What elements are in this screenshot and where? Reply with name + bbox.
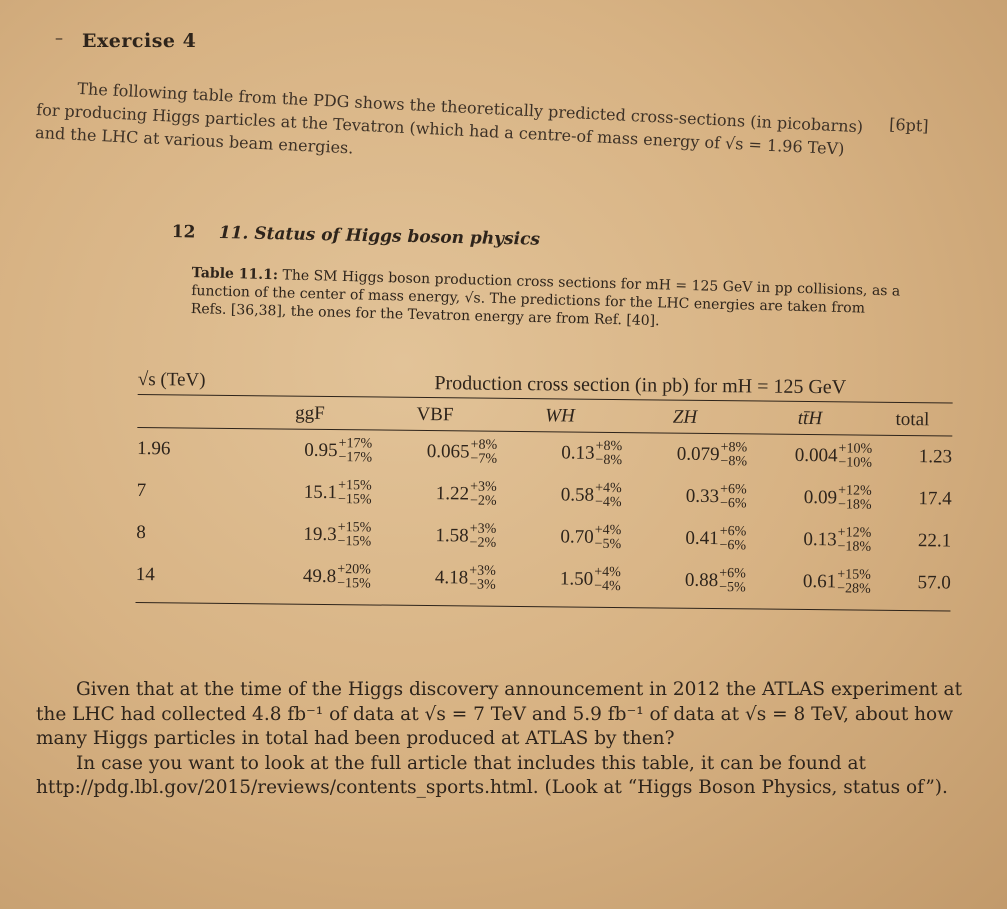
cross-section-value: 15.1 [303, 481, 338, 504]
cross-section-cell [746, 567, 871, 596]
cross-section-cell [247, 436, 372, 465]
uncertainty [337, 563, 371, 591]
column-header: total [895, 408, 930, 431]
uncertainty-plus: +12% [837, 525, 872, 541]
cross-section-value: 0.33 [685, 485, 720, 508]
uncertainty-plus: +15% [337, 520, 372, 536]
sqrt-s-header: √s (TeV) [137, 368, 206, 391]
table-body [136, 428, 953, 605]
uncertainty [595, 440, 622, 468]
cross-section-cell [496, 565, 621, 594]
uncertainty-plus: +17% [338, 436, 373, 452]
uncertainty-minus: −5% [719, 580, 746, 596]
uncertainty-minus: −15% [337, 576, 371, 592]
cross-section-cell [497, 439, 622, 468]
uncertainty [837, 568, 871, 596]
uncertainty-minus: −4% [594, 578, 621, 595]
column-header: WH [545, 405, 575, 427]
uncertainty-minus: −6% [719, 538, 747, 554]
intro-text: The following table from the PDG shows the theoretically predicted cross-sections (in picobarns) for producing Higgs particles at the Tevatron (which had a centre-of mass energy of √s = 1.96 TeV) and the LHC at various beam energies. [34, 78, 864, 159]
uncertainty-plus: +8% [470, 437, 498, 453]
uncertainty-plus: +6% [719, 524, 747, 540]
uncertainty-minus: −2% [469, 535, 497, 551]
uncertainty [719, 525, 746, 553]
cross-section-cell [371, 521, 496, 550]
cross-section-value: 19.3 [303, 523, 337, 546]
section-title: 11. Status of Higgs boson physics [218, 222, 541, 250]
question-paragraph: Given that at the time of the Higgs discovery announcement in 2012 the ATLAS experiment at the LHC had collected 4.8 fb⁻¹ of data at √s = 7 TeV and 5.9 fb⁻¹ of data at √s = 8 TeV, about how many Higgs particles in total had been produced at ATLAS by then? [36, 679, 963, 749]
caption-text: The SM Higgs boson production cross sections for mH = 125 GeV in pp collisions, as a function of the center of mass energy, √s. The predictions for the LHC energies are taken from Refs. [36,38], the ones for the Tevatron energy are from Ref. [40]. [190, 267, 901, 330]
uncertainty-plus: +8% [720, 440, 748, 456]
uncertainty-plus: +8% [595, 438, 623, 455]
cross-section-cell [621, 524, 746, 553]
section-heading [172, 222, 541, 250]
uncertainty-plus: +6% [720, 482, 747, 498]
cross-section-cell [622, 440, 747, 469]
cross-section-value: 49.8 [302, 565, 337, 588]
cross-section-cell [246, 562, 371, 591]
cross-section-value: 0.58 [560, 484, 595, 506]
column-header: ZH [672, 406, 698, 428]
question-text [36, 678, 981, 801]
points-label: [6pt] [888, 114, 930, 136]
cross-section-cell [372, 437, 497, 466]
table-row [136, 554, 951, 605]
uncertainty-minus: −8% [595, 452, 623, 469]
cross-section-value: 0.079 [676, 443, 720, 466]
cross-section-cell [246, 520, 371, 549]
cross-section-value: 0.13 [561, 442, 595, 464]
cross-section-value: 0.13 [803, 528, 837, 551]
table-caption [191, 264, 902, 337]
uncertainty-plus: +20% [337, 562, 371, 578]
cross-section-cell [497, 481, 622, 510]
column-header: VBF [416, 403, 454, 426]
cross-section-cell [247, 478, 372, 507]
uncertainty [594, 566, 621, 594]
uncertainty [469, 564, 496, 592]
bottom-rule [136, 602, 951, 612]
uncertainty [720, 441, 747, 469]
uncertainty-minus: −28% [837, 581, 871, 597]
uncertainty [720, 483, 747, 511]
total-value: 17.4 [918, 488, 952, 510]
uncertainty [470, 438, 497, 466]
uncertainty-minus: −18% [837, 539, 872, 555]
uncertainty [838, 442, 872, 470]
uncertainty-plus: +3% [470, 479, 497, 495]
reference-paragraph: In case you want to look at the full article that includes this table, it can be found at http://pdg.lbl.gov/2015/reviews/contents_sports.html. (Look at “Higgs Boson Physics, status of”). [36, 752, 948, 798]
uncertainty-minus: −8% [720, 454, 748, 470]
uncertainty-plus: +4% [595, 480, 622, 497]
column-header: tt̄H [797, 407, 823, 430]
uncertainty-minus: −15% [337, 534, 372, 550]
uncertainty-minus: −10% [838, 455, 873, 471]
cross-section-value: 0.09 [803, 486, 838, 509]
uncertainty-plus: +4% [594, 564, 621, 581]
uncertainty-plus: +15% [338, 478, 372, 494]
uncertainty-plus: +3% [469, 563, 496, 579]
uncertainty [338, 479, 372, 507]
total-value: 57.0 [917, 572, 951, 594]
uncertainty-plus: +4% [594, 522, 622, 539]
total-value: 1.23 [918, 446, 953, 468]
cross-section-cell [372, 479, 497, 508]
cross-section-value: 0.70 [560, 526, 594, 548]
total-value: 22.1 [917, 530, 952, 552]
page-number: 12 [171, 222, 196, 243]
uncertainty-minus: −5% [594, 536, 622, 553]
cross-section-value: 0.61 [802, 570, 837, 593]
cross-section-cell [496, 523, 621, 552]
uncertainty-plus: +3% [469, 521, 497, 537]
uncertainty-plus: +6% [719, 566, 746, 582]
uncertainty-plus: +10% [838, 441, 873, 457]
uncertainty [719, 567, 746, 595]
uncertainty-minus: −7% [470, 451, 498, 467]
cross-section-cell [746, 525, 871, 554]
cross-section-value: 1.50 [559, 568, 594, 590]
uncertainty-minus: −17% [338, 450, 373, 466]
cross-section-value: 0.065 [426, 441, 470, 463]
cross-section-cell [747, 483, 872, 512]
cross-section-cell [371, 563, 496, 592]
uncertainty-plus: +12% [838, 483, 872, 499]
uncertainty-minus: −6% [719, 496, 747, 512]
uncertainty [470, 522, 497, 550]
uncertainty-minus: −18% [837, 497, 872, 513]
uncertainty [838, 484, 872, 512]
sqrt-s-value: 8 [136, 521, 146, 544]
cross-section-cell [622, 482, 747, 511]
sqrt-s-value: 14 [135, 563, 155, 586]
exercise-title: Exercise 4 [82, 30, 197, 52]
cross-section-cell [747, 441, 872, 470]
uncertainty [338, 437, 372, 465]
cross-section-value: 0.95 [304, 439, 338, 462]
cross-section-value: 4.18 [434, 567, 469, 589]
uncertainty [595, 482, 622, 510]
uncertainty-minus: −4% [594, 494, 622, 511]
sqrt-s-value: 1.96 [137, 437, 171, 460]
cross-section-value: 0.41 [685, 527, 719, 550]
cross-section-cell [621, 566, 746, 595]
group-header: Production cross section (in pb) for mH = 125 GeV [434, 372, 847, 399]
uncertainty-minus: −15% [337, 492, 372, 508]
cross-section-value: 1.58 [435, 525, 469, 547]
uncertainty [338, 521, 372, 549]
sqrt-s-value: 7 [136, 479, 147, 502]
caption-label: Table 11.1: [191, 264, 279, 284]
cross-section-value: 0.88 [684, 569, 719, 592]
uncertainty [595, 524, 622, 552]
cross-section-table [136, 365, 953, 612]
column-header: ggF [295, 402, 325, 424]
uncertainty-minus: −3% [469, 577, 496, 593]
intro-paragraph [35, 75, 937, 188]
cross-section-value: 1.22 [435, 483, 470, 505]
uncertainty-minus: −2% [469, 493, 497, 509]
uncertainty [470, 480, 497, 508]
uncertainty-plus: +15% [837, 567, 871, 583]
exercise-dash: – [55, 28, 63, 47]
cross-section-value: 0.004 [794, 444, 838, 467]
uncertainty [837, 526, 871, 554]
